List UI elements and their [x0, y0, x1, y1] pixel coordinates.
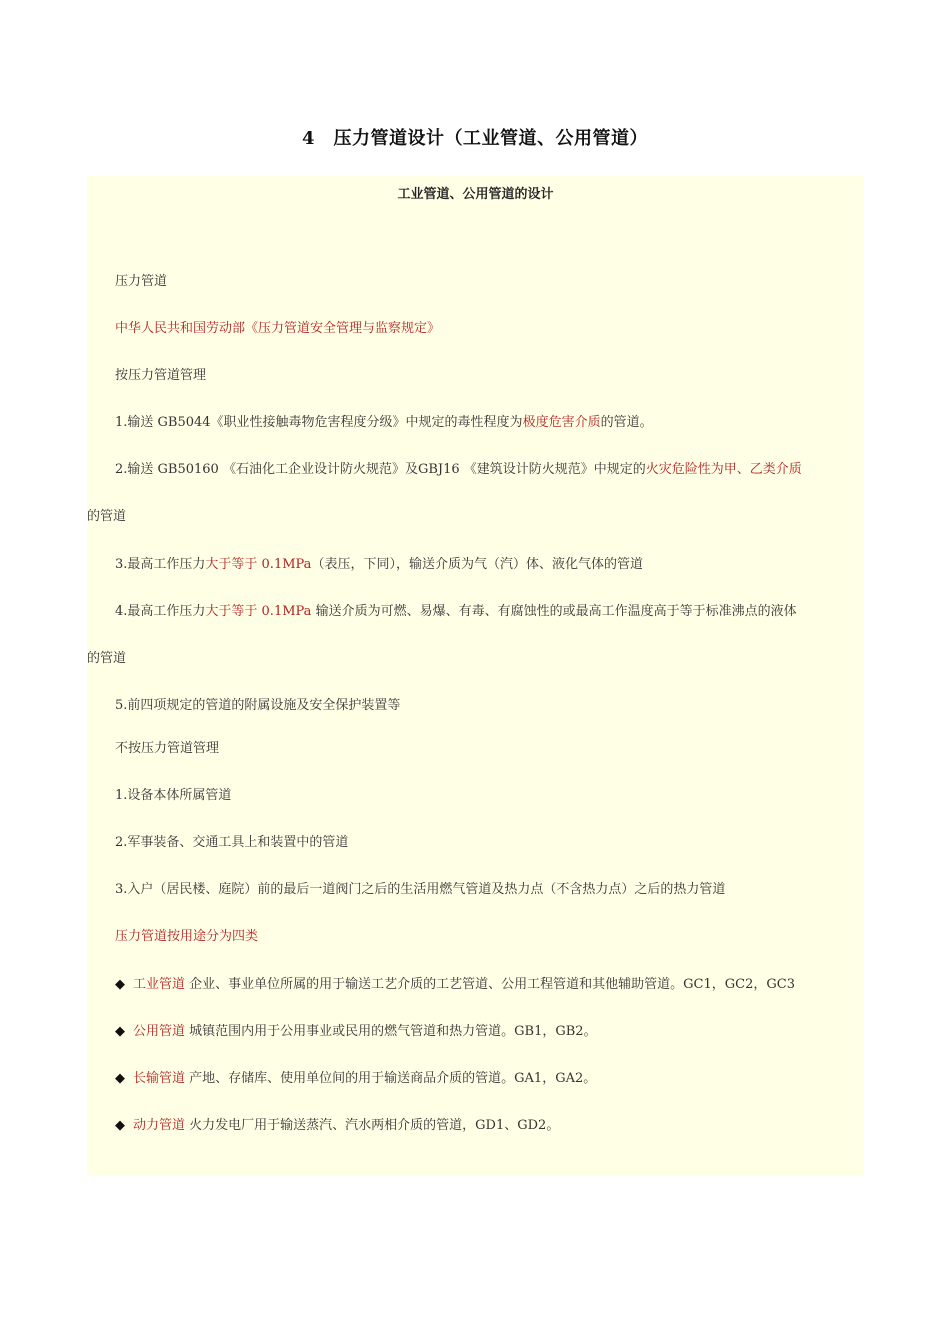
item-text: （表压，下同），输送介质为气（汽）体、液化气体的管道: [311, 557, 643, 572]
category-heading: 压力管道按用途分为四类: [115, 929, 259, 944]
item-highlight: 火灾危险性为甲、乙类介质: [645, 462, 802, 477]
managed-item-4: [115, 600, 797, 619]
category-industrial: [115, 973, 795, 992]
content-panel: [87, 176, 864, 1176]
category-desc: 产地、存储库、使用单位间的用于输送商品介质的管道。GA1，GA2。: [189, 1071, 597, 1086]
item-text: 2.输送 GB50160 《石油化工企业设计防火规范》及GBJ16 《建筑设计防火规范》中规定的: [115, 462, 646, 477]
item-highlight: 极度危害介质: [522, 415, 601, 430]
unmanaged-item-3: 3.入户（居民楼、庭院）前的最后一道阀门之后的生活用燃气管道及热力点（不含热力点）之后的热力管道: [115, 882, 726, 897]
unmanaged-item-1: 1.设备本体所属管道: [115, 788, 232, 803]
section-pressure-pipe: 压力管道: [115, 274, 168, 289]
category-name: 长输管道: [133, 1071, 186, 1086]
category-name: 动力管道: [133, 1118, 186, 1133]
category-power: [115, 1114, 559, 1133]
category-name: 公用管道: [133, 1024, 186, 1039]
managed-item-1: [115, 411, 653, 430]
managed-item-2: [115, 458, 802, 477]
category-public: [115, 1020, 597, 1039]
category-desc: 火力发电厂用于输送蒸汽、汽水两相介质的管道，GD1、GD2。: [189, 1118, 560, 1133]
category-desc: 城镇范围内用于公用事业或民用的燃气管道和热力管道。GB1，GB2。: [189, 1024, 597, 1039]
item-text: 的管道。: [600, 415, 653, 430]
category-long-distance: [115, 1067, 596, 1086]
managed-item-3: [115, 553, 643, 572]
regulation-title: 中华人民共和国劳动部《压力管道安全管理与监察规定》: [115, 321, 441, 336]
item-highlight: 大于等于 0.1MPa: [205, 557, 312, 572]
managed-item-2-continuation: 的管道: [87, 509, 127, 524]
item-highlight: 大于等于 0.1MPa: [205, 604, 312, 619]
panel-heading: 工业管道、公用管道的设计: [397, 187, 554, 202]
item-text: 4.最高工作压力: [115, 604, 206, 619]
managed-heading: 按压力管道管理: [115, 368, 207, 383]
managed-item-5: 5.前四项规定的管道的附属设施及安全保护装置等: [115, 698, 401, 713]
diamond-bullet-icon: ◆: [115, 1071, 125, 1086]
category-desc: 企业、事业单位所属的用于输送工艺介质的工艺管道、公用工程管道和其他辅助管道。GC1，GC2，GC3: [189, 977, 795, 992]
category-name: 工业管道: [133, 977, 186, 992]
diamond-bullet-icon: ◆: [115, 1118, 125, 1133]
diamond-bullet-icon: ◆: [115, 977, 125, 992]
page-title: 4 压力管道设计（工业管道、公用管道）: [301, 128, 649, 149]
item-text: 输送介质为可燃、易爆、有毒、有腐蚀性的或最高工作温度高于等于标准沸点的液体: [311, 604, 797, 619]
item-text: 1.输送 GB5044《职业性接触毒物危害程度分级》中规定的毒性程度为: [115, 415, 523, 430]
unmanaged-item-2: 2.军事装备、交通工具上和装置中的管道: [115, 835, 349, 850]
diamond-bullet-icon: ◆: [115, 1024, 125, 1039]
unmanaged-heading: 不按压力管道管理: [115, 741, 220, 756]
managed-item-4-continuation: 的管道: [87, 651, 127, 666]
item-text: 3.最高工作压力: [115, 557, 206, 572]
